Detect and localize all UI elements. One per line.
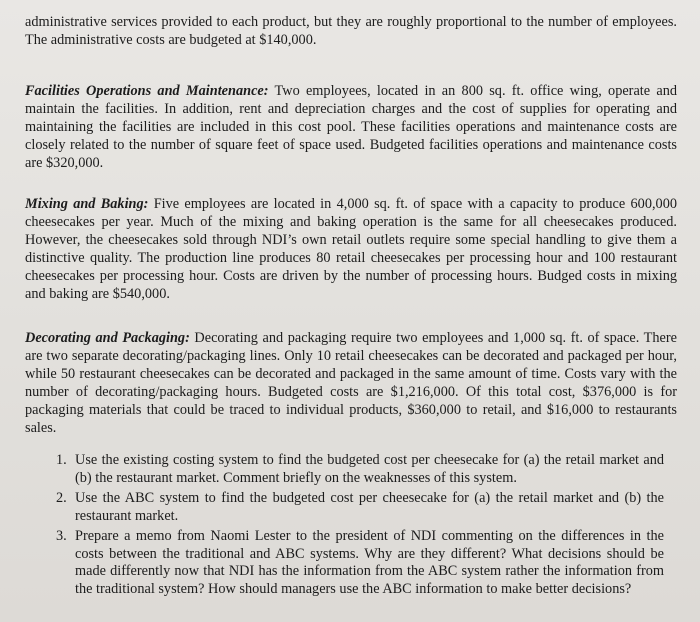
paragraph-mixing-baking [25, 196, 677, 303]
paragraph-facilities-operations [25, 83, 677, 173]
question-item [44, 490, 664, 525]
question-number: 3. [56, 528, 67, 544]
paragraph-heading: Decorating and Packaging: [25, 330, 190, 346]
question-text: Use the existing costing system to find the budgeted cost per cheesecake for (a) the retail market and (b) the restaurant market. Comment briefly on the weaknesses of this system. [75, 452, 664, 486]
question-item [44, 452, 664, 487]
paragraph-text: administrative services provided to each product, but they are roughly proportional to the number of employees. The administrative costs are budgeted at $140,000. [25, 14, 677, 48]
question-item [44, 528, 664, 598]
question-text: Use the ABC system to find the budgeted cost per cheesecake for (a) the retail market and (b) the restaurant market. [75, 490, 664, 524]
question-text: Prepare a memo from Naomi Lester to the president of NDI commenting on the differences in the costs between the traditional and ABC systems. Why are they different? What decisions should be made differently now that NDI has the information from the ABC system rather the information from the traditional system? How should managers use the ABC information to make better decisions? [75, 528, 664, 597]
paragraph-decorating-packaging [25, 330, 677, 437]
paragraph-heading: Facilities Operations and Maintenance: [25, 83, 269, 99]
paragraph-administrative-costs [25, 14, 677, 50]
paragraph-text: Two employees, located in an 800 sq. ft. office wing, operate and maintain the facilities. In addition, rent and depreciation charges and the cost of supplies for operating and maintaining the facilities are included in this cost pool. These facilities operations and maintenance costs are closely related to the number of square feet of space used. Budgeted facilities operations and maintenance costs are $320,000. [25, 83, 677, 171]
question-number: 2. [56, 490, 67, 506]
paragraph-heading: Mixing and Baking: [25, 196, 149, 212]
question-number: 1. [56, 452, 67, 468]
paragraph-text: Decorating and packaging require two employees and 1,000 sq. ft. of space. There are two separate decorating/packaging lines. Only 10 retail cheesecakes can be decorated and packaged per hour, while 50 restaurant cheesecakes can be decorated and packaged in the same amount of time. Costs vary with the number of decorating/packaging hours. Budgeted costs are $1,216,000. Of this total cost, $376,000 is for packaging materials that could be traced to individual products, $360,000 to retail, and $16,000 to restaurants sales. [25, 330, 677, 436]
question-list [44, 452, 664, 598]
paragraph-text: Five employees are located in 4,000 sq. ft. of space with a capacity to produce 600,000 cheesecakes per year. Much of the mixing and baking operation is the same for all cheesecakes produced. However, the cheesecakes sold through NDI’s own retail outlets require some special handling to give them a distinctive quality. The production line produces 80 retail cheesecakes per processing hour and 100 restaurant cheesecakes per processing hour. Costs are driven by the number of processing hours. Budged costs in mixing and baking are $540,000. [25, 196, 677, 302]
